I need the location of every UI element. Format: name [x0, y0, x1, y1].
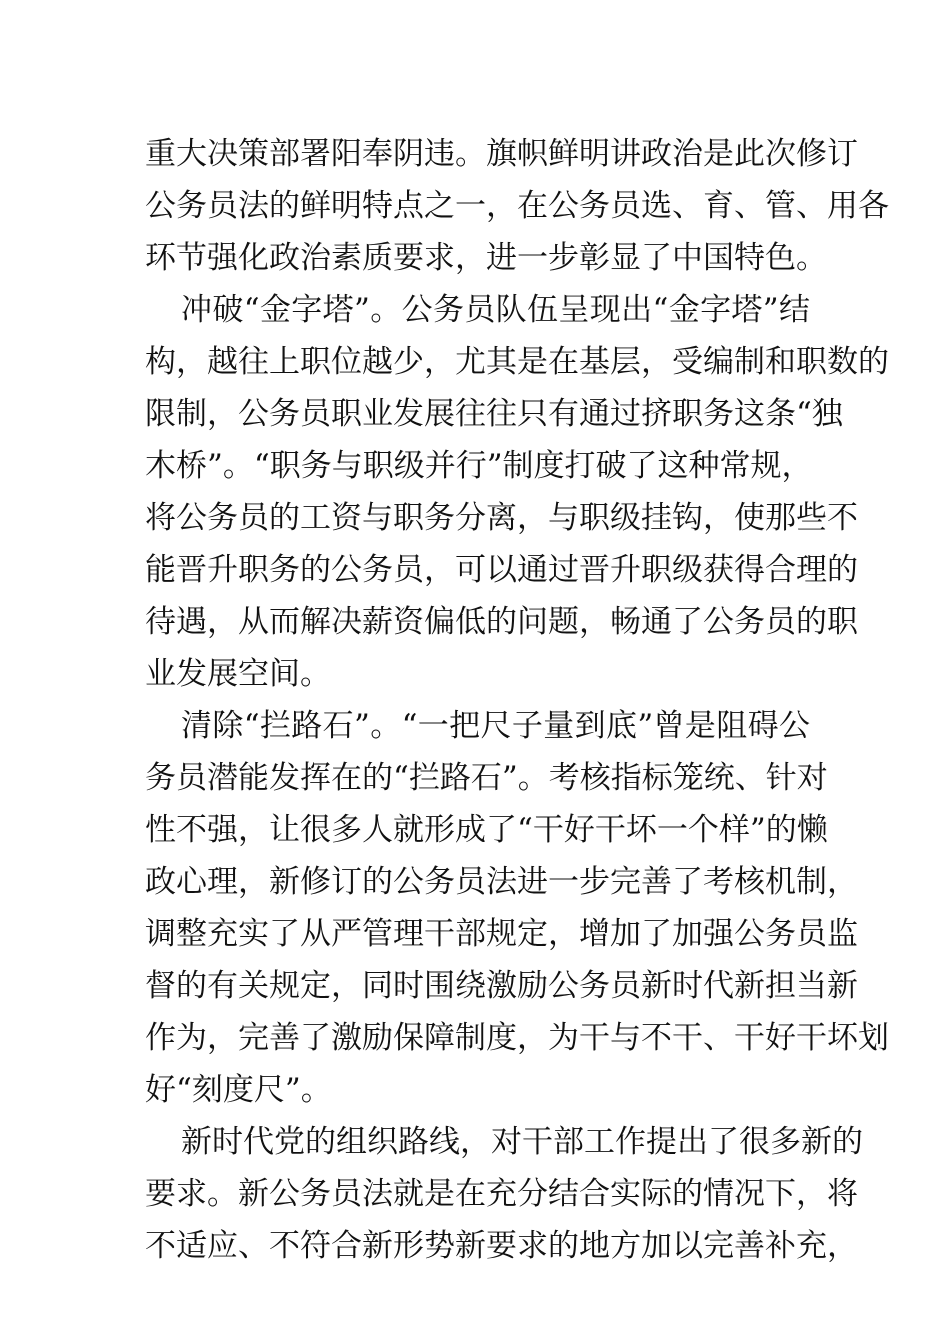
paragraph-3 [145, 700, 889, 1116]
text-line: 务员潜能发挥在的“拦路石”。考核指标笼统、针对 [145, 760, 828, 796]
text-line: 环节强化政治素质要求，进一步彰显了中国特色。 [145, 240, 827, 276]
document-body [145, 128, 889, 1272]
text-line: 作为，完善了激励保障制度，为干与不干、干好干坏划 [145, 1020, 889, 1056]
text-line: 不适应、不符合新形势新要求的地方加以完善补充， [145, 1228, 858, 1264]
text-line: 调整充实了从严管理干部规定，增加了加强公务员监 [145, 916, 858, 952]
text-line: 将公务员的工资与职务分离，与职级挂钩，使那些不 [145, 500, 858, 536]
text-line: 政心理，新修订的公务员法进一步完善了考核机制， [145, 864, 858, 900]
text-line: 重大决策部署阳奉阴违。旗帜鲜明讲政治是此次修订 [145, 136, 858, 172]
text-line: 构，越往上职位越少，尤其是在基层，受编制和职数的 [145, 344, 889, 380]
text-line: 业发展空间。 [145, 656, 331, 692]
text-line: 性不强，让很多人就形成了“干好干坏一个样”的懒 [145, 812, 828, 848]
text-line: 冲破“金字塔”。公务员队伍呈现出“金字塔”结 [181, 292, 811, 328]
text-line: 督的有关规定，同时围绕激励公务员新时代新担当新 [145, 968, 858, 1004]
text-line: 公务员法的鲜明特点之一，在公务员选、育、管、用各 [145, 188, 889, 224]
text-line: 待遇，从而解决薪资偏低的问题，畅通了公务员的职 [145, 604, 858, 640]
text-line: 新时代党的组织路线，对干部工作提出了很多新的 [181, 1124, 863, 1160]
text-line: 好“刻度尺”。 [145, 1072, 332, 1108]
text-line: 木桥”。“职务与职级并行”制度打破了这种常规， [145, 448, 813, 484]
paragraph-2 [145, 284, 889, 700]
paragraph-1 [145, 128, 889, 284]
text-line: 限制，公务员职业发展往往只有通过挤职务这条“独 [145, 396, 843, 432]
text-line: 清除“拦路石”。“一把尺子量到底”曾是阻碍公 [181, 708, 810, 744]
paragraph-4 [145, 1116, 863, 1272]
text-line: 要求。新公务员法就是在充分结合实际的情况下，将 [145, 1176, 858, 1212]
text-line: 能晋升职务的公务员，可以通过晋升职级获得合理的 [145, 552, 858, 588]
